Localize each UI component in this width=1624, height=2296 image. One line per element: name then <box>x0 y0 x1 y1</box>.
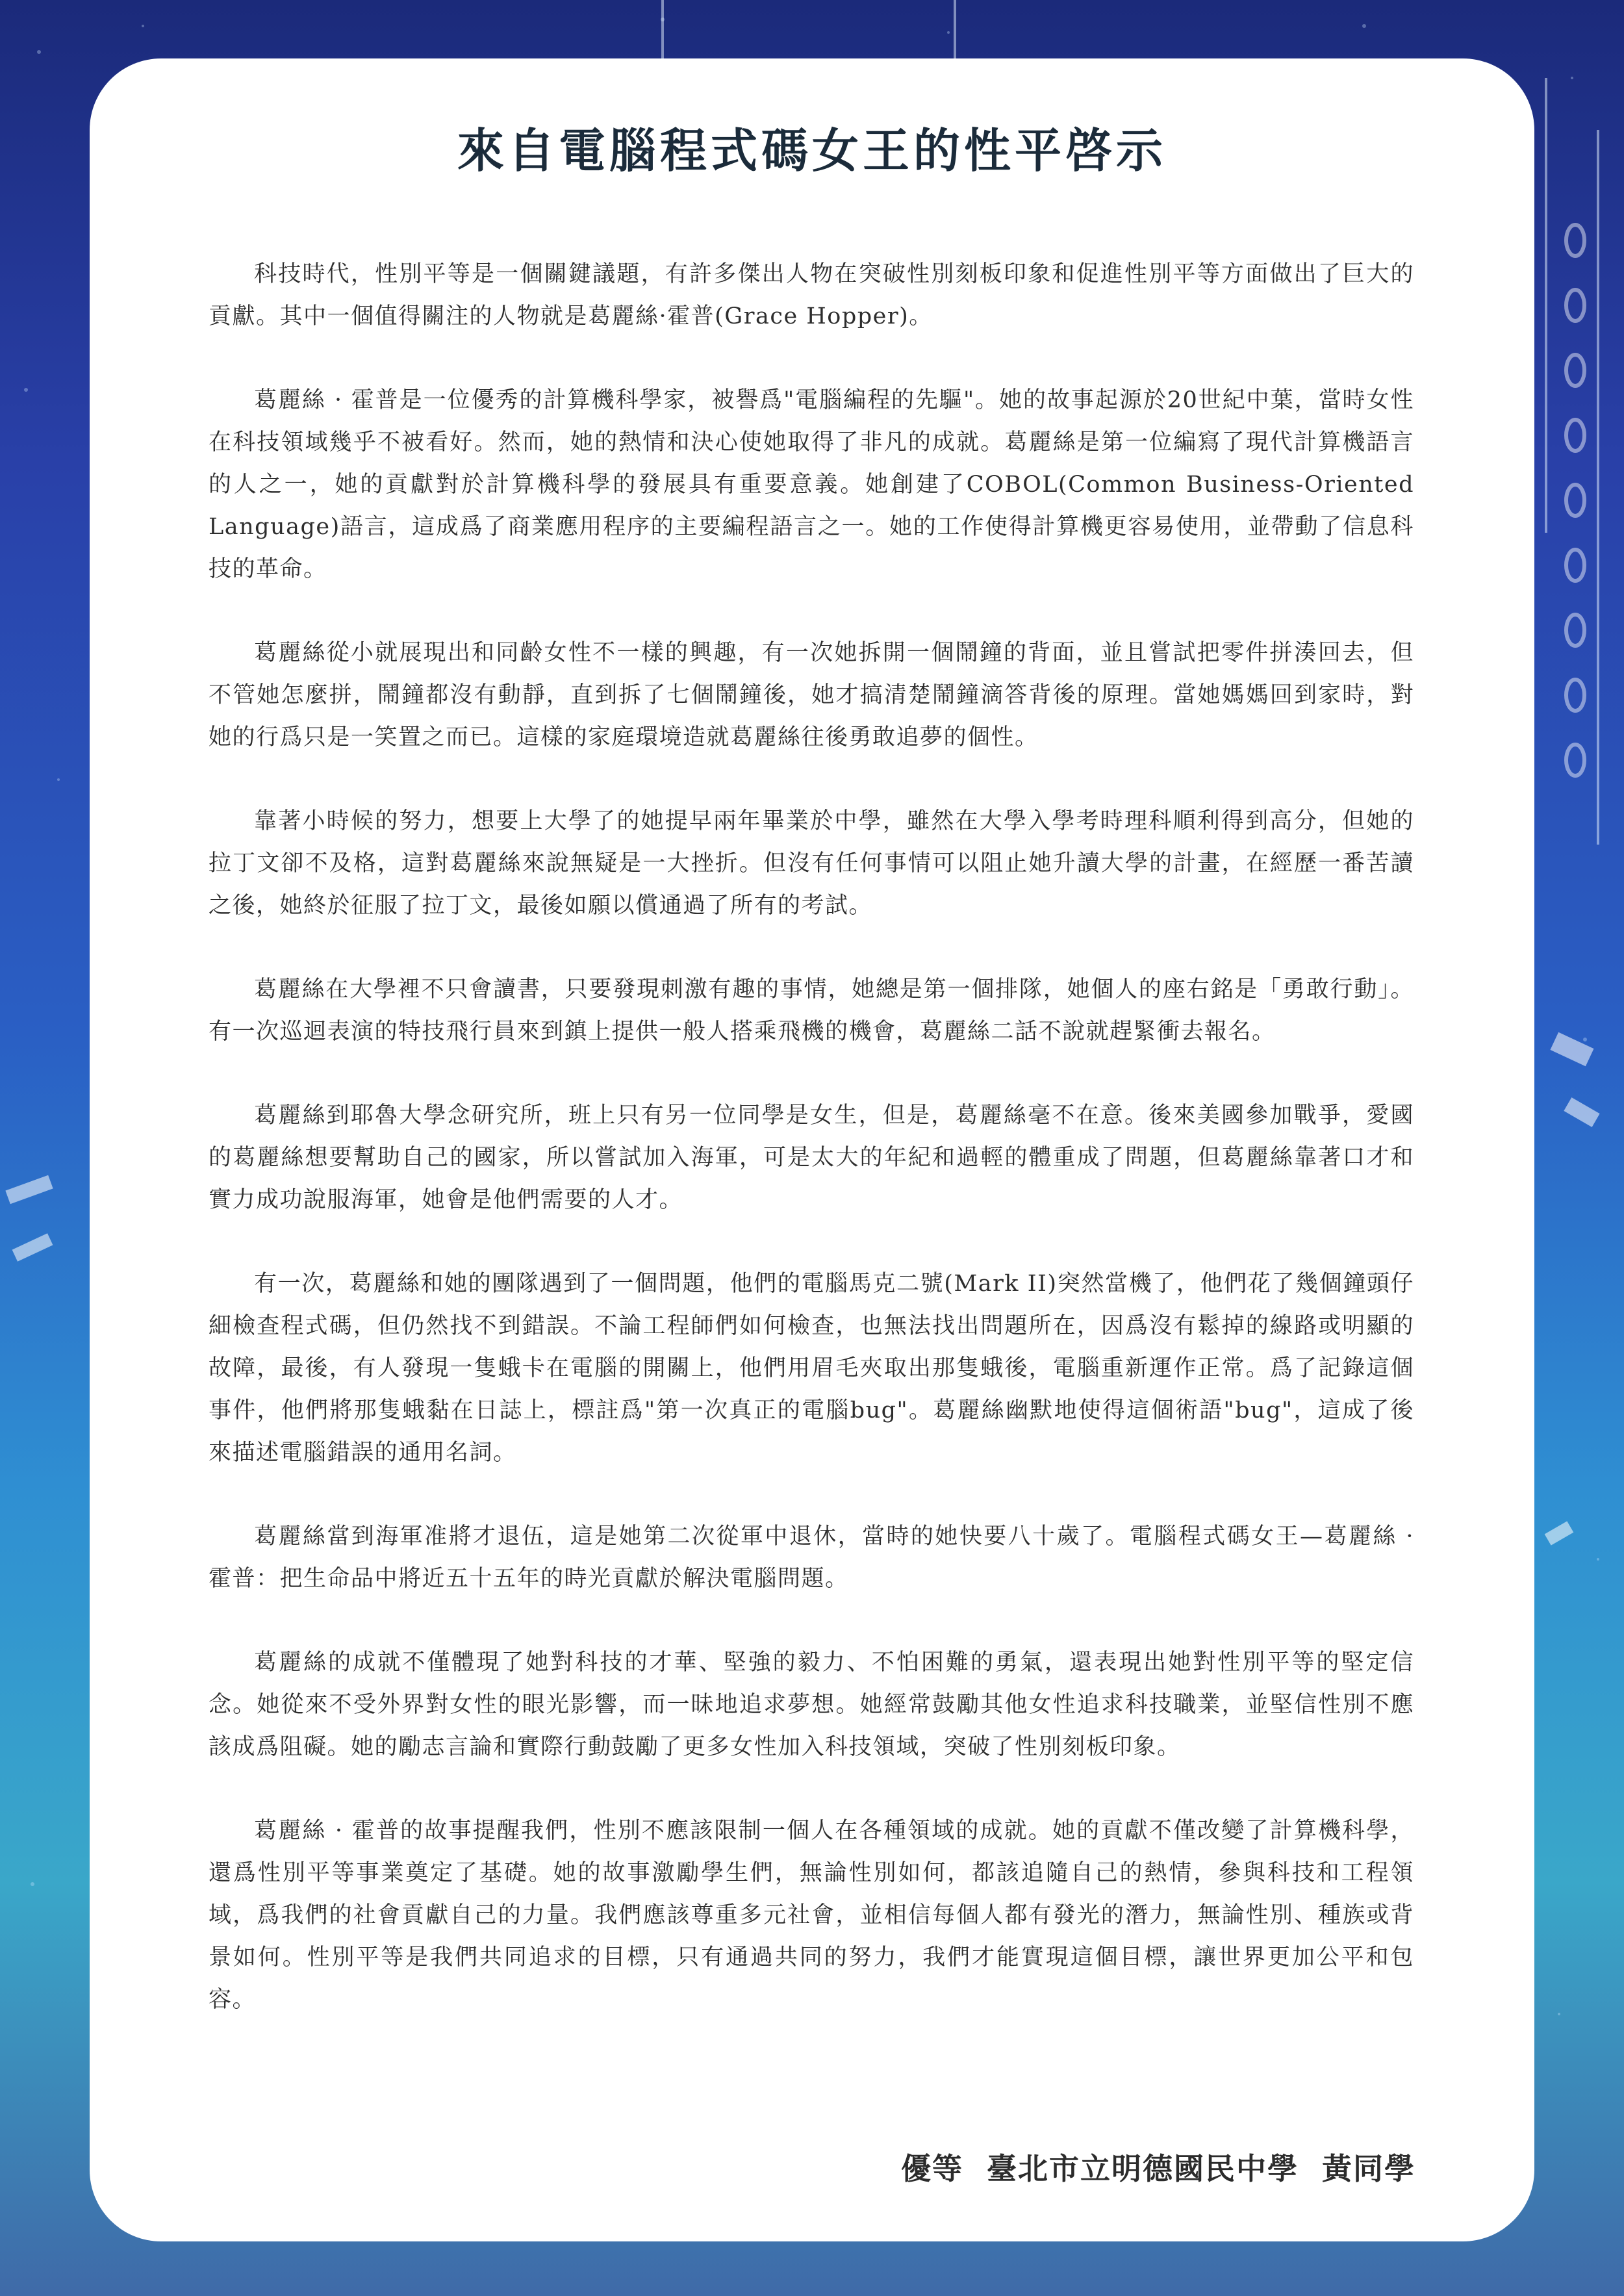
paragraph-10: 葛麗絲 · 霍普的故事提醒我們，性別不應該限制一個人在各種領域的成就。她的貢獻不僅改變了計算機科學，還爲性別平等事業奠定了基礎。她的故事激勵學生們，無論性別如何，都該追隨自己的熱情，參與科技和工程領域，爲我們的社會貢獻自己的力量。我們應該尊重多元社會，並相信每個人都有發光的潛力，無論性別、種族或背景如何。性別平等是我們共同追求的目標，只有通過共同的努力，我們才能實現這個目標，讓世界更加公平和包容。 <box>209 1818 1414 2013</box>
paragraph-9: 葛麗絲的成就不僅體現了她對科技的才華、堅強的毅力、不怕困難的勇氣，還表現出她對性別平等的堅定信念。她從來不受外界對女性的眼光影響，而一昧地追求夢想。她經常鼓勵其他女性追求科技職業，並堅信性別不應該成爲阻礙。她的勵志言論和實際行動鼓勵了更多女性加入科技領域，突破了性別刻板印象。 <box>209 1650 1414 1760</box>
paragraph-3: 葛麗絲從小就展現出和同齡女性不一樣的興趣，有一次她拆開一個鬧鐘的背面，並且嘗試把零件拼湊回去，但不管她怎麼拼，鬧鐘都沒有動靜，直到拆了七個鬧鐘後，她才搞清楚鬧鐘滴答背後的原理。當她媽媽回到家時，對她的行爲只是一笑置之而已。這樣的家庭環境造就葛麗絲往後勇敢追夢的個性。 <box>209 640 1414 750</box>
signature-award: 優等 <box>900 2151 963 2186</box>
signature <box>901 2145 1415 2188</box>
document-body <box>209 253 1414 2063</box>
document-title: 來自電腦程式碼女王的性平啓示 <box>457 123 1167 178</box>
paragraph-2: 葛麗絲 · 霍普是一位優秀的計算機科學家，被譽爲"電腦編程的先驅"。她的故事起源於20世紀中葉，當時女性在科技領域幾乎不被看好。然而，她的熱情和決心使她取得了非凡的成就。葛麗絲是第一位編寫了現代計算機語言的人之一，她的貢獻對於計算機科學的發展具有重要意義。她創建了COBOL(Common Business-Oriented Language)語言，這成爲了商業應用程序的主要編程語言之一。她的工作使得計算機更容易使用，並帶動了信息科技的革命。 <box>209 387 1414 582</box>
document-card <box>90 58 1534 2241</box>
paragraph-4: 靠著小時候的努力，想要上大學了的她提早兩年畢業於中學，雖然在大學入學考時理科順利得到高分，但她的拉丁文卻不及格，這對葛麗絲來說無疑是一大挫折。但沒有任何事情可以阻止她升讀大學的計畫，在經歷一番苦讀之後，她終於征服了拉丁文，最後如願以償通過了所有的考試。 <box>209 808 1414 919</box>
paragraph-1: 科技時代，性別平等是一個關鍵議題，有許多傑出人物在突破性別刻板印象和促進性別平等方面做出了巨大的貢獻。其中一個值得關注的人物就是葛麗絲·霍普(Grace Hopper)。 <box>209 261 1414 329</box>
paragraph-8: 葛麗絲當到海軍准將才退伍，這是她第二次從軍中退休，當時的她快要八十歲了。電腦程式碼女王—葛麗絲 · 霍普：把生命品中將近五十五年的時光貢獻於解決電腦問題。 <box>209 1524 1414 1592</box>
signature-school: 臺北市立明德國民中學 <box>986 2151 1299 2186</box>
paragraph-5: 葛麗絲在大學裡不只會讀書，只要發現刺激有趣的事情，她總是第一個排隊，她個人的座右銘是「勇敢行動」。有一次巡迴表演的特技飛行員來到鎮上提供一般人搭乘飛機的機會，葛麗絲二話不說就趕緊衝去報名。 <box>209 976 1414 1045</box>
paragraph-7: 有一次，葛麗絲和她的團隊遇到了一個問題，他們的電腦馬克二號(Mark II)突然當機了，他們花了幾個鐘頭仔細檢查程式碼，但仍然找不到錯誤。不論工程師們如何檢查，也無法找出問題所在，因爲沒有鬆掉的線路或明顯的故障，最後，有人發現一隻蛾卡在電腦的開關上，他們用眉毛夾取出那隻蛾後，電腦重新運作正常。爲了記錄這個事件，他們將那隻蛾黏在日誌上，標註爲"第一次真正的電腦bug"。葛麗絲幽默地使得這個術語"bug"，這成了後來描述電腦錯誤的通用名詞。 <box>209 1271 1414 1466</box>
paragraph-6: 葛麗絲到耶魯大學念研究所，班上只有另一位同學是女生，但是，葛麗絲毫不在意。後來美國參加戰爭，愛國的葛麗絲想要幫助自己的國家，所以嘗試加入海軍，可是太大的年紀和過輕的體重成了問題，但葛麗絲靠著口才和實力成功說服海軍，她會是他們需要的人才。 <box>209 1103 1414 1213</box>
signature-student: 黃同學 <box>1322 2151 1415 2186</box>
